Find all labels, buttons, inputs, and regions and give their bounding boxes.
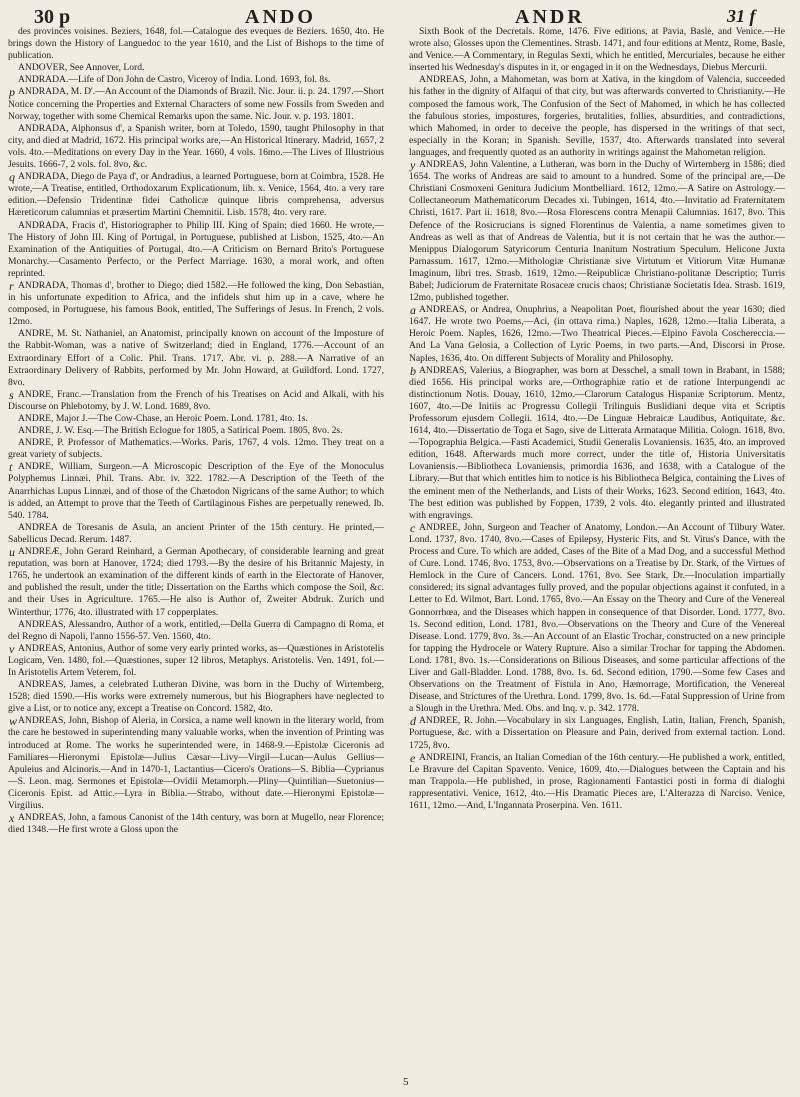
entry-paragraph <box>8 425 384 437</box>
entry-text: ANDRADA.—Life of Don John de Castro, Viceroy of India. Lond. 1693, fol. 8s. <box>18 74 331 86</box>
entry-paragraph <box>8 62 384 74</box>
entry-paragraph <box>8 74 384 86</box>
entry-text: ANDRADA, Diego de Paya d', or Andradius, a learned Portuguese, born at Coimbra, 1528. He wrote,—A Treatise, entitled, Orthodoxarum Explicationum, lib. x. Venice, 1564, 4to. a very rare edition.—Defensio Tridentinæ fidei Catholicæ quinque libris comprehensa, adversus Hæreticorum calumnias et præsertim Martini Chemnitii. Lisb. 1578, 4to. very rare. <box>8 171 384 219</box>
margin-mark: q <box>9 170 15 185</box>
signature-mark: 5 <box>403 1076 409 1088</box>
entry-paragraph <box>8 437 384 461</box>
entry-text: ANDRE, M. St. Nathaniel, an Anatomist, principally known on account of the Imposture of the Rabbit-Woman, was a native of Switzerland; died in England, 1776.—Account of an Extraordinary Effort of a Colic. Phil. Trans. 1717. Abr. vi. p. 288.—A Narrative of an Extraordinary Delivery of Rabbits, performed by Mr. John Howard, at Guildford. Lond. 1727, 8vo. <box>8 328 384 388</box>
entry-text: ANDRADA, M. D'.—An Account of the Diamonds of Brazil. Nic. Jour. ii. p. 24. 1797.—Short Notice concerning the Properties and External Characters of some new Fossils from Sweden and Norway, together with some Chemical Remarks upon the same. Nic. Jour. v. p. 193. 1801. <box>8 86 384 122</box>
entry-text: ANDREAS, Alessandro, Author of a work, entitled,—Della Guerra di Campagno di Roma, et del Regno di Napoli, l'anno 1556-57. Ven. 1560, 4to. <box>8 618 384 642</box>
entry-text: ANDREAS, John Valentine, a Lutheran, was born in the Duchy of Wirtemberg in 1586; died 1654. The works of Andreas are said to amount to a hundred. Some of the principal are,—De Christiani Cosmoxeni Genitura Judicium Montbelliard. 1612, 12mo.—A Satire on Astrology.—Collectaneorum Mathematicorum Decades xi. Tubingen, 1614, 4to.—Invitatio ad Fraternitatem Christi, 1617. Part ii. 1618, 8vo.—Rosa Florescens contra Menapii Calumnias. 1617, 8vo. This Defence of the Rosicrucians is signed Florentinus de Valentia, a name sometimes given to Andreas as well as that of Andreas de Valentia, but it is not certain that he was the author.—Menippus Dialogorum Satyricorum Centuria Inanitum Nostratium Speculum. Helicone Juxta Parnassum. 1617, 12mo.—Mithologiæ Christianæ sive Virtutum et Vitiorum Vitæ Humanæ Imaginum, libri tres. Strasb. 1619, 12mo.—Reipublicæ Christiano-politanæ Descriptio; Turris Babel; Judiciorum de Fraternitate Rosaceæ crucis chaos; Christianæ Societatis Idea. Strasb. 1619, 12mo, published together. <box>409 159 785 304</box>
margin-mark: b <box>410 363 416 378</box>
entry-paragraph <box>409 752 785 812</box>
right-column <box>409 26 785 812</box>
entry-paragraph <box>8 619 384 643</box>
entry-text: ANDREAS, or Andrea, Onuphrius, a Neapolitan Poet, flourished about the year 1630; died 1647. He wrote two Poems,—Aci, (in ottava rima.) Naples, 1628, 12mo.—Italia Liberata, a Heroic Poem. Naples, 1626, 12mo.—Two Theatrical Pieces.—Elpino Favola Coschereccia.—And La Vana Gelosia, a Collection of Lyric Poems, in two parts.—And, Discorsi in Prose. Naples, 1636, 4to. On different Subjects of Morality and Philosophy. <box>409 304 785 364</box>
margin-mark: x <box>9 811 15 826</box>
entry-paragraph <box>8 123 384 171</box>
entry-text: ANDREE, R. John.—Vocabulary in six Languages, English, Latin, Italian, French, Spanish, Portuguese, &c. with a Dissertation on Pleasure and Pain, derived from external taction. Lond. 1725, 8vo. <box>409 715 785 751</box>
entry-paragraph <box>8 679 384 715</box>
entry-paragraph <box>409 522 785 716</box>
entry-paragraph <box>409 159 785 304</box>
margin-mark: u <box>9 545 15 560</box>
margin-mark: v <box>9 641 15 656</box>
left-column <box>8 26 384 836</box>
entry-text: ANDREAS, John, a famous Canonist of the 14th century, was born at Mugello, near Florence; died 1348.—He first wrote a Gloss upon the <box>8 812 384 836</box>
entry-text: ANDREÆ, John Gerard Reinhard, a German Apothecary, of considerable learning and great reputation, was born at Hanover, 1724; died 1793.—By the desire of his Britannic Majesty, in 1765, he undertook an examination of the different kinds of earth in the Electorate of Hanover, and published the result, under the title; Dissertation on the Earths which compose the Soil, &c. and their Uses in Agriculture. 1765.—He also is Author of, Zweiter Abdruk. Zurich und Winterthur, 1776, 4to. illustrated with 17 copperplates. <box>8 546 384 618</box>
margin-mark: e <box>410 750 416 765</box>
entry-paragraph <box>409 715 785 751</box>
entry-paragraph <box>8 26 384 62</box>
entry-paragraph <box>409 304 785 364</box>
margin-mark: y <box>410 158 416 173</box>
running-head-left: ANDO <box>245 6 316 28</box>
entry-paragraph <box>8 413 384 425</box>
entry-paragraph <box>8 86 384 122</box>
entry-text: ANDREAS, Antonius, Author of some very early printed works, as—Quæstiones in Aristotelis Logicam, Ven. 1480, fol.—Quæstiones, super 12 libros, Metaphys. Aristotelis. Ven. 1491, fol.—In Aristotelis Artem Veterem, fol. <box>8 642 384 678</box>
margin-mark: s <box>9 387 14 402</box>
entry-text: ANDRADA, Fracis d', Historiographer to Philip III. King of Spain; died 1660. He wrote,—The History of John III. King of Portugal, in Portuguese, published at Lisbon, 1525, 4to.—An Examination of the Antiquities of Portugal, 4to.—A Criticism on Bernard Brito's Portuguese Monarchy.—Casamento Perfecto, or the Perfect Marriage. 1630, a moral work, and often reprinted. <box>8 219 384 279</box>
margin-mark: w <box>9 714 18 729</box>
entry-text: ANDREE, John, Surgeon and Teacher of Anatomy, London.—An Account of Tilbury Water. Lond. 1737, 8vo. 1740, 8vo.—Cases of Epilepsy, Hysteric Fits, and St. Vitus's Dance, with the Process and Cure. To which are added, Cases of the Bite of a Mad Dog, and a successful Method of Cure. Lond. 1746, 8vo. 1753, 8vo.—Observations on a Treatise by Dr. Stark, of the Virtues of Hemlock in the Cure of Cancers. Lond. 1761, 8vo. See Stark, Dr.—Inoculation impartially considered; its signal advantages fully proved, and the popular objections against it confuted, in a Letter to Ed. Wilmot, Bart. Lond. 1765, 8vo.—An Essay on the Theory and Cure of the Venereal Gonnorrhœa, and the Diseases which happen in consequence of that Disorder. Lond. 1777, 8vo. 1s. Second edition, Lond. 1781, 8vo.—Observations on the Theory and Cure of the Venereal Disease. Lond. 1779, 8vo. 3s.—An Account of an Elastic Trochar, constructed on a new principle for tapping the Hydrocele or Watery Rupture. Also a similar Trochar for tapping the Abdomen. Lond. 1781, 8vo. 1s.—Considerations on Bilious Diseases, and some particular affections of the Liver and Gall-Bladder. Lond. 1788, 8vo. 1s. 6d. Second edition, 1790.—Some few Cases and Observations on the Treatment of Fistula in Ano, Hæmorrage, Mortification, the Venereal Disease, and Strictures of the Urethra. Lond. 1799, 8vo. 1s. 6d.—Fatal Suppression of Urine from a Slough in the Urethra. Med. Obs. and Inq. v. p. 342. 1778. <box>409 521 785 715</box>
entry-text: ANDOVER, See Annover, Lord. <box>18 62 145 74</box>
entry-text: ANDRE, Franc.—Translation from the French of his Treatises on Acid and Alkali, with his Discourse on Phlebotomy, by J. W. Lond. 1689, 8vo. <box>8 388 384 412</box>
margin-mark: c <box>410 520 416 535</box>
entry-paragraph <box>409 74 785 159</box>
entry-paragraph <box>409 365 785 522</box>
entry-text: ANDRADA, Thomas d', brother to Diego; died 1582.—He followed the king, Don Sebastian, in his unfortunate expedition to Africa, and the infidels shut him up in a cave, where he composed, in Portuguese, his famous Book, entitled, The Sufferings of Jesus. In French, 2 vols. 12mo. <box>8 279 384 328</box>
margin-mark: d <box>410 714 416 729</box>
entry-paragraph <box>8 280 384 328</box>
page-number-right: 31 f <box>727 6 756 26</box>
running-head-right: ANDR <box>515 6 585 28</box>
entry-text: ANDREAS, Valerius, a Biographer, was born at Desschel, a small town in Brabant, in 1588; died 1656. His principal works are,—Orthographiæ ratio et de ratione Interpungendi ac distinctionum Notis. Douay, 1610, 12mo.—Clarorum Catalogus Hispaniæ Scriptorum. Mentz, 1607, 4to.—De Initiis ac Progressu Collegii Trilinguis Buslidiani deque vita et Scriptis Professorum ejusdem Collegii. 1614, 4to.—De Linguæ Hebraicæ Laudibus, Antiquitate, &c. 1614, 4to.—Dissertatio de Toga et Sago, sive de Litterata Armataque Militia. Cologn. 1618, 8vo.—Topographia Belgica.—Fasti Academici, Studii Generalis Lovaniensis. 1635, 4to. an improved edition, 1648. Afterwards much more correct, under the title of, Historia Universitatis Lovaniensis.—Bibliotheca Lovaniensis, primordia 1636, and 1638, with a Catalogue of the Library.—But that which entitles him to notice is his Bibliotheca Belgica, containing the Lives of the eminent men of the Netherlands, and Lists of their Works, 1623. Second edition, 1643, 4to. The best edition was published by Foppen, 1739, 2 vols. 4to. elegantly printed and illustrated with engravings. <box>409 364 785 521</box>
entry-paragraph <box>8 389 384 413</box>
margin-mark: t <box>9 460 13 475</box>
entry-paragraph <box>8 643 384 679</box>
entry-paragraph <box>8 546 384 619</box>
entry-text: Sixth Book of the Decretals. Rome, 1476. Five editions, at Pavia, Basle, and Venice.—He wrote also, Glosses upon the Clementines. Strasb. 1471, and four editions at Mentz, Rome, Basle, and Venice.—A Commentary, in Regulas Sexti, which he entitled, Mercuriales, because he either inserted his Wednesday's disputes in it, or engaged in it on the Wednesdays, Diebus Mercurii. <box>409 26 785 74</box>
entry-text: ANDRADA, Alphonsus d', a Spanish writer, born at Toledo, 1590, taught Philosophy in that city, and died at Madrid, 1672. His principal works are,—An Historical Itinerary. Madrid, 1657, 2 vols. 4to.—Meditations on every Day in the Year. 1660, 4 vols. 16mo.—The Lives of Illustrious Jesuits. 1666-7, 2 vols. fol. 8vo, &c. <box>8 122 384 171</box>
entry-paragraph <box>8 461 384 521</box>
margin-mark: p <box>9 85 15 100</box>
margin-mark: r <box>9 278 14 293</box>
entry-text: des provinces voisines. Beziers, 1648, fol.—Catalogue des eveques de Beziers. 1650, 4to. He brings down the History of Languedoc to the year 1610, and the List of Bishops to the time of publication. <box>8 26 384 62</box>
entry-text: ANDRE, Major J.—The Cow-Chase, an Heroic Poem. Lond. 1781, 4to. 1s. <box>18 413 308 424</box>
entry-paragraph <box>409 26 785 74</box>
entry-paragraph <box>8 328 384 388</box>
entry-paragraph <box>8 715 384 812</box>
entry-paragraph <box>8 220 384 280</box>
margin-mark: a <box>410 303 416 318</box>
entry-paragraph <box>8 522 384 546</box>
entry-text: ANDREINI, Francis, an Italian Comedian of the 16th century.—He published a work, entitled, Le Bravure del Capitan Spavento. Venice, 1609, 4to.—Dialogues between the Captain and his man Trappola.—He published, in prose, Ragionamenti Fantastici posti in forma di dialoghi rappresentativi. Venice, 1612, 4to.—His Dramatic Pieces are, L'Alterazza di Narciso. Venice, 1611, 12mo.—And, L'Ingannata Proserpina. Ven. 1611. <box>409 751 785 811</box>
entry-text: ANDREAS, James, a celebrated Lutheran Divine, was born in the Duchy of Wirtemberg, 1528; died 1590.—His works were extremely numerous, but his Biographers have neglected to give a List, or to notice any, except a Treatise on Concord. 1582, 4to. <box>8 679 384 715</box>
entry-text: ANDREAS, John, a Mahometan, was born at Xativa, in the kingdom of Valencia, succeeded his father in the dignity of Alfaqui of that city, but was afterwards converted to Christianity.—He composed the famous work, The Confusion of the Sect of Mahomed, in which he has collected the fabulous stories, impostures, forgeries, brutalities, follies, absurdities, and contradictions, which Mahomed, in order to deceive the people, has dispersed in the writings of that sect, especially in the Koran; in Spanish. Seville, 1537, 4to. Afterwards translated into several languages, and frequently quoted as an authority in writings against the Mahometan religion. <box>409 74 785 158</box>
entry-paragraph <box>8 812 384 836</box>
entry-paragraph <box>8 171 384 219</box>
entry-text: ANDREA de Toresanis de Asula, an ancient Printer of the 15th century. He printed,—Sabellicus Decad. Rerum. 1487. <box>8 521 384 545</box>
entry-text: ANDRE, J. W. Esq.—The British Eclogue for 1805, a Satirical Poem. 1805, 8vo. 2s. <box>18 425 343 437</box>
entry-text: ANDREAS, John, Bishop of Aleria, in Corsica, a name well known in the literary world, from the care he bestowed in superintending many valuable works, when the invention of Printing was introduced at Rome. The works he superintended were, in 1468-9.—Epistolæ Ciceronis ad Familiares—Hieronymi Epistolæ—Julius Cæsar—Livy—Virgil—Lucan—Aulus Gellius—Apuleius and Alcinoris.—And in 1470-1, Lactantius—Cicero's Orations—S. Biblia—Cyprianus—S. Leon. mag. Sermones et Epistolæ—Ovidii Metamorph.—Pliny—Quintilian—Suetonius—Ciceronis Epist. ad Attic.—Lyra in Biblia.—Strabo, without date.—Hieronymi Epistolæ—Virgilius. <box>8 715 384 811</box>
page-number-left: 30 p <box>34 6 71 28</box>
entry-text: ANDRE, William, Surgeon.—A Microscopic Description of the Eye of the Monoculus Polyphemus Linnæi. Phil. Trans. Abr. iv. 322. 1782.—A Description of the Teeth of the Anarrhichas Lupus Linnæi, and of those of the Chætodon Nigricans of the same Author; to which is added, an Attempt to prove that the Teeth of Cartilaginous Fishes are perpetually renewed. Ib. 540. 1784. <box>8 461 384 521</box>
entry-text: ANDRE, P. Professor of Mathematics.—Works. Paris, 1767, 4 vols. 12mo. They treat on a great variety of subjects. <box>8 437 384 461</box>
